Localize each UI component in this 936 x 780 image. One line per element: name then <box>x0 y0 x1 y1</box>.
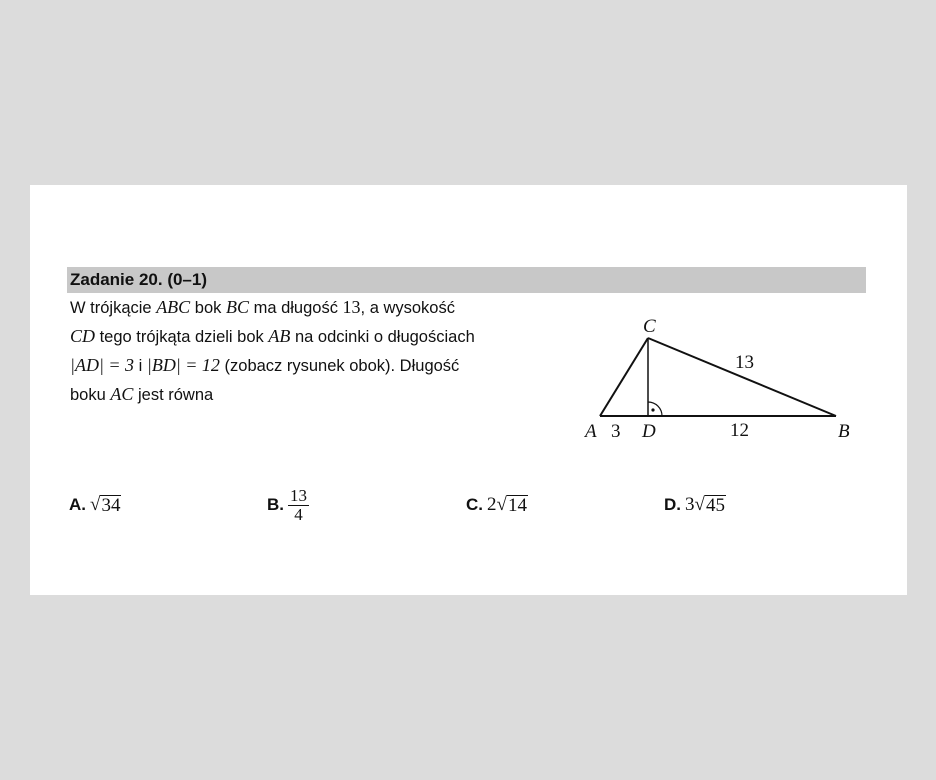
label-db: 12 <box>730 420 749 441</box>
answer-letter: A. <box>69 495 86 514</box>
label-ad: 3 <box>611 421 621 442</box>
task-statement <box>70 293 550 409</box>
coefficient: 2 <box>487 494 497 515</box>
math-13: 13 <box>342 297 361 317</box>
text: W trójkącie <box>70 299 157 317</box>
answer-letter: B. <box>267 495 284 514</box>
text: bok <box>190 299 226 317</box>
math-cd: CD <box>70 326 96 346</box>
answer-a[interactable] <box>69 483 121 527</box>
coefficient: 3 <box>685 494 695 515</box>
answer-letter: D. <box>664 495 681 514</box>
math-ab: AB <box>268 326 291 346</box>
sqrt-expression: √ 34 <box>90 494 121 516</box>
task-header: Zadanie 20. (0–1) <box>67 267 866 293</box>
answer-d[interactable] <box>664 483 726 527</box>
math-bd: |BD| = 12 <box>146 355 220 375</box>
sqrt-expression: 2 √ 14 <box>487 494 527 516</box>
task-sheet <box>30 185 907 595</box>
math-ad: |AD| = 3 <box>70 355 135 375</box>
statement-line-3 <box>70 351 550 380</box>
radicand: 14 <box>507 494 527 516</box>
answer-letter: C. <box>466 495 483 514</box>
math-abc: ABC <box>156 297 191 317</box>
numerator: 13 <box>290 485 307 505</box>
answer-b[interactable] <box>267 483 309 527</box>
statement-line-4 <box>70 380 550 409</box>
text: ma długość <box>248 299 343 317</box>
text: boku <box>70 386 111 404</box>
right-angle-dot <box>651 408 654 411</box>
sqrt-expression: 3 √ 45 <box>685 494 725 516</box>
triangle-figure <box>580 310 870 445</box>
math-ac: AC <box>110 384 134 404</box>
math-bc: BC <box>225 297 249 317</box>
fraction <box>288 487 309 524</box>
radicand: 34 <box>101 494 121 516</box>
label-bc: 13 <box>735 352 754 373</box>
text: jest równa <box>133 386 214 404</box>
radicand: 45 <box>705 494 725 516</box>
answer-options <box>30 483 907 533</box>
statement-line-1 <box>70 293 550 322</box>
denominator: 4 <box>294 504 303 524</box>
text: , a wysokość <box>360 299 455 317</box>
statement-line-2 <box>70 322 550 351</box>
label-c: C <box>643 316 656 337</box>
label-d: D <box>642 421 656 442</box>
label-a: A <box>585 421 597 442</box>
text: tego trójkąta dzieli bok <box>95 328 269 346</box>
text: na odcinki o długościach <box>290 328 475 346</box>
side-bc <box>648 338 836 416</box>
side-ac <box>600 338 648 416</box>
label-b: B <box>838 421 850 442</box>
right-angle-mark <box>648 402 662 416</box>
text: i <box>134 357 147 375</box>
text: (zobacz rysunek obok). Długość <box>219 357 460 375</box>
answer-c[interactable] <box>466 483 528 527</box>
